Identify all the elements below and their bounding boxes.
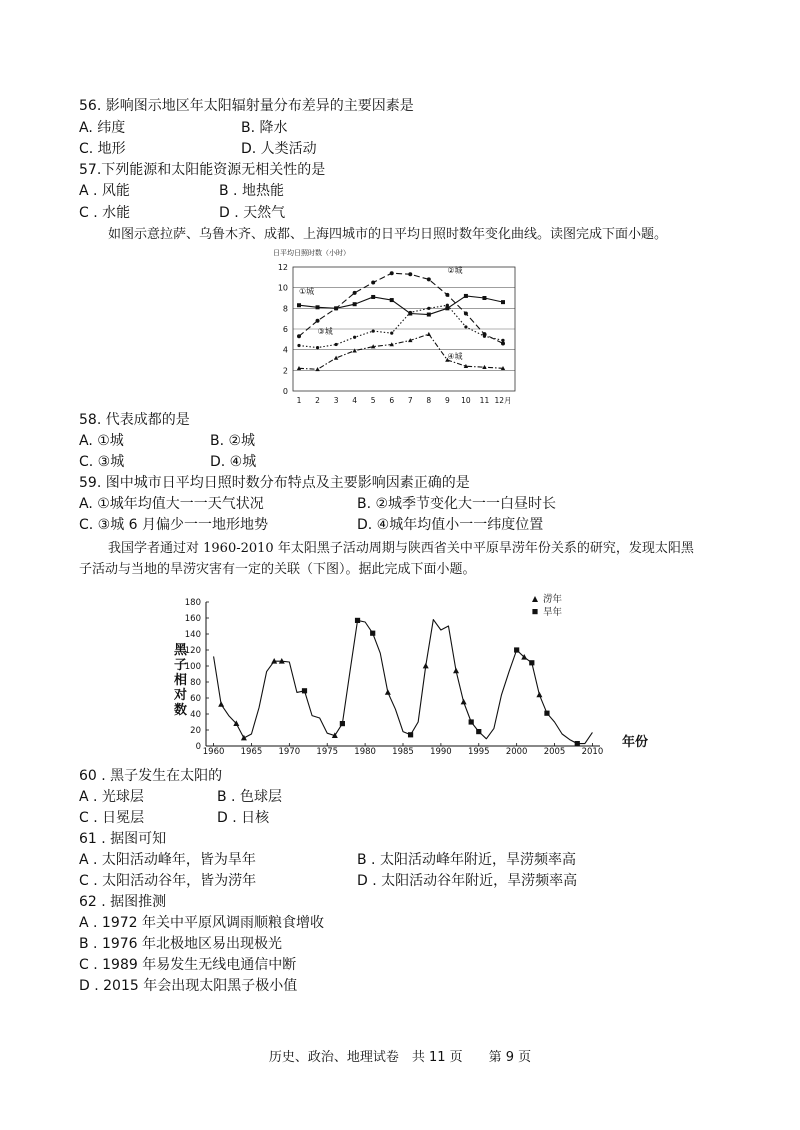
sunshine-point xyxy=(353,336,356,339)
q57-option-c: C . 水能 xyxy=(79,205,131,221)
sunspot-ytick-label: 60 xyxy=(190,694,201,704)
q59-option-b: B. ②城季节变化大一一白昼时长 xyxy=(357,496,557,512)
sunspot-ytick-label: 180 xyxy=(184,598,201,608)
intro-sunspot-line1: 我国学者通过对 1960-2010 年太阳黑子活动周期与陕西省关中平原旱涝年份关系的研究，发现太阳黑 xyxy=(108,541,694,556)
flood-year-marker xyxy=(218,701,224,707)
sunshine-series-line xyxy=(299,334,503,369)
q62-stem: 62 . 据图推测 xyxy=(79,894,167,910)
q61-option-c: C . 太阳活动谷年，皆为涝年 xyxy=(79,873,257,889)
page-footer: 历史、政治、地理试卷 共 11 页 第 9 页 xyxy=(268,1050,532,1065)
sunspot-xtick-label: 2010 xyxy=(581,747,604,757)
drought-year-marker xyxy=(514,647,519,652)
sunshine-ytick-label: 0 xyxy=(282,387,288,396)
q58-option-d: D. ④城 xyxy=(210,454,257,470)
legend-drought-label: 旱年 xyxy=(543,607,563,618)
flood-year-marker xyxy=(385,689,391,695)
sunspot-ytick-label: 40 xyxy=(190,710,201,720)
q62-option-c: C . 1989 年易发生无线电通信中断 xyxy=(79,957,297,973)
sunshine-series-line xyxy=(299,296,503,315)
drought-year-marker xyxy=(469,719,474,724)
sunshine-series-label: ②城 xyxy=(447,266,463,276)
q62-option-a: A . 1972 年关中平原风调雨顺粮食增收 xyxy=(79,915,325,931)
sunshine-chart-ylabel: 日平均日照时数（小时） xyxy=(273,249,350,257)
sunspot-ylabel-char: 子 xyxy=(174,658,188,673)
sunspot-ytick-label: 120 xyxy=(184,646,201,656)
sunshine-xtick-label: 4 xyxy=(352,396,358,405)
q58-stem: 58. 代表成都的是 xyxy=(79,412,190,428)
sunspot-xtick-label: 1965 xyxy=(240,747,263,757)
q60-option-a: A . 光球层 xyxy=(79,789,144,805)
sunshine-point xyxy=(427,277,431,281)
sunshine-point xyxy=(372,329,375,332)
q60-stem: 60 . 黑子发生在太阳的 xyxy=(79,768,223,784)
q56-option-b: B. 降水 xyxy=(241,120,288,136)
legend-flood-label: 涝年 xyxy=(543,594,563,605)
sunspot-xtick-label: 1985 xyxy=(392,747,414,757)
sunshine-point xyxy=(501,300,505,304)
q62-option-d: D . 2015 年会出现太阳黑子极小值 xyxy=(79,978,298,994)
sunshine-point xyxy=(353,291,357,295)
sunshine-point xyxy=(427,307,430,310)
sunspot-xtick-label: 2000 xyxy=(505,747,528,757)
sunshine-point xyxy=(427,313,431,317)
sunshine-chart xyxy=(265,245,535,415)
sunshine-point xyxy=(390,332,393,335)
sunspot-chart-xlabel: 年份 xyxy=(622,735,649,750)
sunshine-point xyxy=(409,311,412,314)
sunshine-point xyxy=(427,332,431,336)
sunspot-ylabel-char: 相 xyxy=(174,673,188,688)
sunshine-point xyxy=(501,341,505,345)
sunshine-point xyxy=(445,306,449,310)
sunshine-ytick-label: 2 xyxy=(282,366,288,376)
q56-option-a: A. 纬度 xyxy=(79,120,126,136)
sunshine-ytick-label: 8 xyxy=(282,304,288,314)
q60-option-c: C . 日冕层 xyxy=(79,810,145,826)
q57-option-b: B . 地热能 xyxy=(219,183,284,199)
drought-year-marker xyxy=(529,660,534,665)
sunshine-ytick-label: 12 xyxy=(277,263,288,272)
sunshine-point xyxy=(297,344,300,347)
sunshine-point xyxy=(483,335,486,338)
drought-year-marker xyxy=(476,729,481,734)
drought-year-marker xyxy=(340,721,345,726)
flood-year-marker xyxy=(423,663,429,669)
q56-option-c: C. 地形 xyxy=(79,141,126,157)
sunshine-series-label: ④城 xyxy=(447,351,463,361)
q57-option-d: D . 天然气 xyxy=(219,205,286,221)
sunspot-xtick-label: 1990 xyxy=(430,747,452,757)
sunspot-ytick-label: 160 xyxy=(184,614,201,624)
sunspot-chart-legend xyxy=(532,593,563,618)
flood-year-marker xyxy=(461,699,467,705)
drought-year-marker xyxy=(575,741,580,746)
sunshine-ytick-label: 6 xyxy=(282,325,288,334)
sunshine-xtick-label: 10 xyxy=(461,396,471,405)
sunspot-chart-series xyxy=(214,620,593,744)
sunspot-ytick-label: 140 xyxy=(184,630,201,640)
sunshine-point xyxy=(464,325,467,328)
q60-option-b: B . 色球层 xyxy=(217,789,282,805)
sunshine-series-label: ③城 xyxy=(317,327,333,337)
sunspot-ytick-label: 20 xyxy=(190,726,201,736)
q61-stem: 61 . 据图可知 xyxy=(79,831,167,847)
sunspot-xtick-label: 2005 xyxy=(543,747,566,757)
sunshine-point xyxy=(445,293,449,297)
sunshine-xtick-label: 9 xyxy=(444,396,450,405)
sunshine-xtick-label: 7 xyxy=(407,396,413,405)
drought-year-marker xyxy=(370,631,375,636)
intro-sunspot-line2: 子活动与当地的旱涝灾害有一定的关联（下图）。据此完成下面小题。 xyxy=(79,562,476,577)
sunshine-chart-series xyxy=(297,271,505,371)
sunspot-xtick-label: 1980 xyxy=(354,747,376,757)
q57-stem: 57.下列能源和太阳能资源无相关性的是 xyxy=(79,162,326,178)
sunshine-xtick-label: 2 xyxy=(315,396,320,405)
sunshine-point xyxy=(464,294,468,298)
q58-option-c: C. ③城 xyxy=(79,454,125,470)
sunspot-ylabel-char: 对 xyxy=(174,688,188,703)
sunshine-xtick-label: 6 xyxy=(389,396,395,405)
sunshine-point xyxy=(316,319,320,323)
sunspot-ytick-label: 80 xyxy=(190,678,201,688)
sunshine-xtick-label: 12月 xyxy=(494,396,512,405)
sunspot-chart-axes xyxy=(185,598,603,757)
sunshine-point xyxy=(371,295,375,299)
sunspot-ytick-label: 100 xyxy=(184,662,201,672)
q61-option-d: D . 太阳活动谷年附近，旱涝频率高 xyxy=(357,873,578,889)
legend-drought-marker xyxy=(532,609,537,614)
sunshine-point xyxy=(352,348,356,352)
q56-stem: 56. 影响图示地区年太阳辐射量分布差异的主要因素是 xyxy=(79,98,414,114)
flood-year-marker xyxy=(536,692,542,698)
q57-option-a: A . 风能 xyxy=(79,183,130,199)
q61-option-b: B . 太阳活动峰年附近，旱涝频率高 xyxy=(357,852,576,868)
sunspot-chart xyxy=(160,588,660,760)
sunshine-point xyxy=(334,356,338,360)
sunshine-point xyxy=(482,296,486,300)
q59-stem: 59. 图中城市日平均日照时数分布特点及主要影响因素正确的是 xyxy=(79,475,470,491)
sunshine-point xyxy=(371,281,375,285)
sunshine-point xyxy=(297,334,301,338)
sunshine-point xyxy=(390,298,394,302)
sunspot-xtick-label: 1960 xyxy=(202,747,225,757)
q62-option-b: B . 1976 年北极地区易出现极光 xyxy=(79,936,283,952)
q59-option-d: D. ④城年均值小一一纬度位置 xyxy=(357,517,544,533)
sunshine-xtick-label: 3 xyxy=(333,396,339,405)
sunspot-xtick-label: 1970 xyxy=(278,747,301,757)
sunshine-point xyxy=(353,302,357,306)
sunshine-point xyxy=(297,303,301,307)
sunspot-ylabel-char: 黑 xyxy=(174,643,188,658)
sunshine-point xyxy=(408,272,412,276)
legend-flood-marker xyxy=(532,596,538,602)
sunshine-point xyxy=(390,271,394,275)
q58-option-a: A. ①城 xyxy=(79,433,124,449)
sunshine-point xyxy=(316,305,320,309)
sunshine-point xyxy=(315,367,319,371)
intro-sunshine: 如图示意拉萨、乌鲁木齐、成都、上海四城市的日平均日照时数年变化曲线。读图完成下面小题。 xyxy=(108,227,668,242)
q60-option-d: D . 日核 xyxy=(217,810,270,826)
sunshine-point xyxy=(446,304,449,307)
sunshine-series-label: ①城 xyxy=(299,286,315,296)
sunshine-ytick-label: 4 xyxy=(282,345,288,355)
sunspot-line xyxy=(214,620,593,744)
q59-option-a: A. ①城年均值大一一天气状况 xyxy=(79,496,264,512)
sunshine-xtick-label: 1 xyxy=(296,396,302,405)
sunshine-point xyxy=(501,339,504,342)
q56-option-d: D. 人类活动 xyxy=(241,141,317,157)
drought-year-marker xyxy=(355,618,360,623)
sunspot-ytick-label: 0 xyxy=(195,742,201,752)
q61-option-a: A . 太阳活动峰年，皆为旱年 xyxy=(79,852,256,868)
flood-year-marker xyxy=(241,735,247,741)
sunshine-xtick-label: 8 xyxy=(426,396,432,405)
flood-year-marker xyxy=(453,668,459,674)
q58-option-b: B. ②城 xyxy=(210,433,256,449)
sunspot-xtick-label: 1995 xyxy=(467,747,490,757)
sunshine-ytick-label: 10 xyxy=(277,283,288,293)
sunshine-xtick-label: 11 xyxy=(479,396,490,405)
drought-year-marker xyxy=(544,711,549,716)
sunshine-point xyxy=(316,346,319,349)
sunshine-chart-axes xyxy=(278,263,515,405)
q59-option-c: C. ③城 6 月偏少一一地形地势 xyxy=(79,517,269,533)
sunshine-xtick-label: 5 xyxy=(370,396,376,405)
sunshine-point xyxy=(334,343,337,346)
sunshine-point xyxy=(334,306,338,310)
sunspot-xtick-label: 1975 xyxy=(316,747,339,757)
drought-year-marker xyxy=(408,732,413,737)
drought-year-marker xyxy=(302,688,307,693)
sunspot-ylabel-char: 数 xyxy=(174,703,188,718)
sunspot-chart-markers xyxy=(218,618,580,746)
sunshine-point xyxy=(464,312,468,316)
